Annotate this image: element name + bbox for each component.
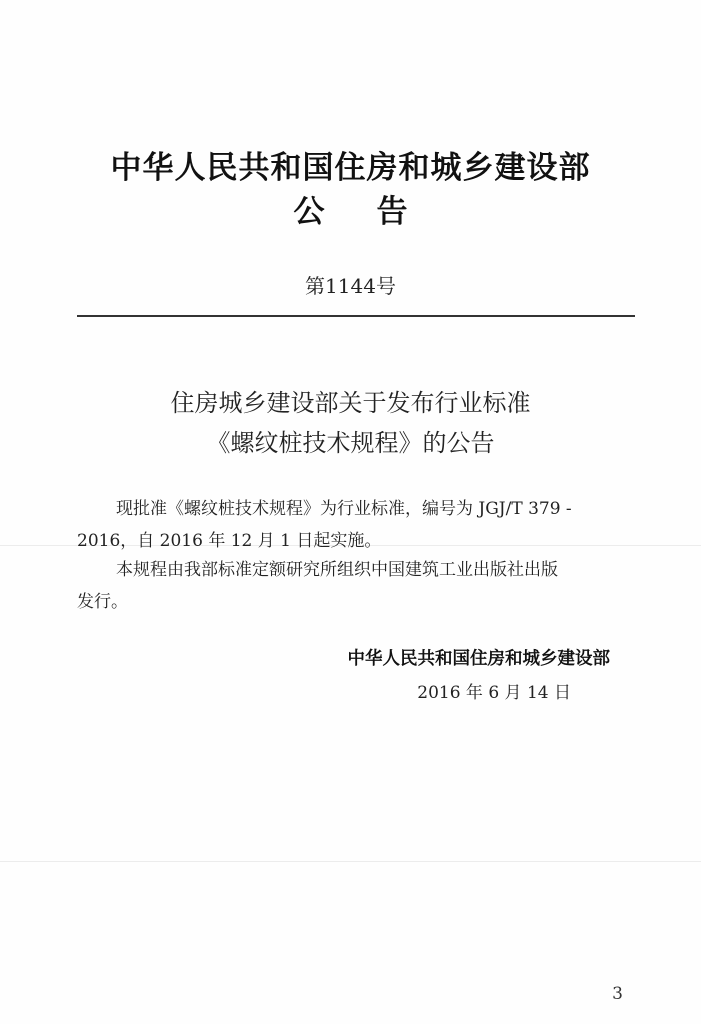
paragraph-2-line-2: 发行。 bbox=[77, 592, 128, 612]
header-divider bbox=[77, 315, 635, 317]
paragraph-1-line-2: 2016，自 2016 年 12 月 1 日起实施。 bbox=[77, 531, 382, 551]
announcement-title-line-1: 住房城乡建设部关于发布行业标准 bbox=[170, 389, 531, 417]
announcement-title-line-2: 《螺纹桩技术规程》的公告 bbox=[206, 429, 495, 457]
issuer-heading: 中华人民共和国住房和城乡建设部 bbox=[110, 150, 591, 186]
paragraph-1-line-1: 现批准《螺纹桩技术规程》为行业标准，编号为 JGJ/T 379 - bbox=[116, 499, 572, 519]
body-paragraph-1 bbox=[77, 493, 637, 557]
page-number: 3 bbox=[612, 984, 623, 1004]
document-number: 第1144号 bbox=[305, 274, 396, 298]
signature-date: 2016 年 6 月 14 日 bbox=[417, 683, 571, 703]
paragraph-2-line-1: 本规程由我部标准定额研究所组织中国建筑工业出版社出版 bbox=[116, 560, 558, 580]
signature-organization: 中华人民共和国住房和城乡建设部 bbox=[347, 649, 610, 669]
scan-artifact-line bbox=[0, 861, 701, 862]
document-type-heading: 公告 bbox=[293, 194, 460, 230]
body-paragraph-2 bbox=[77, 554, 637, 618]
